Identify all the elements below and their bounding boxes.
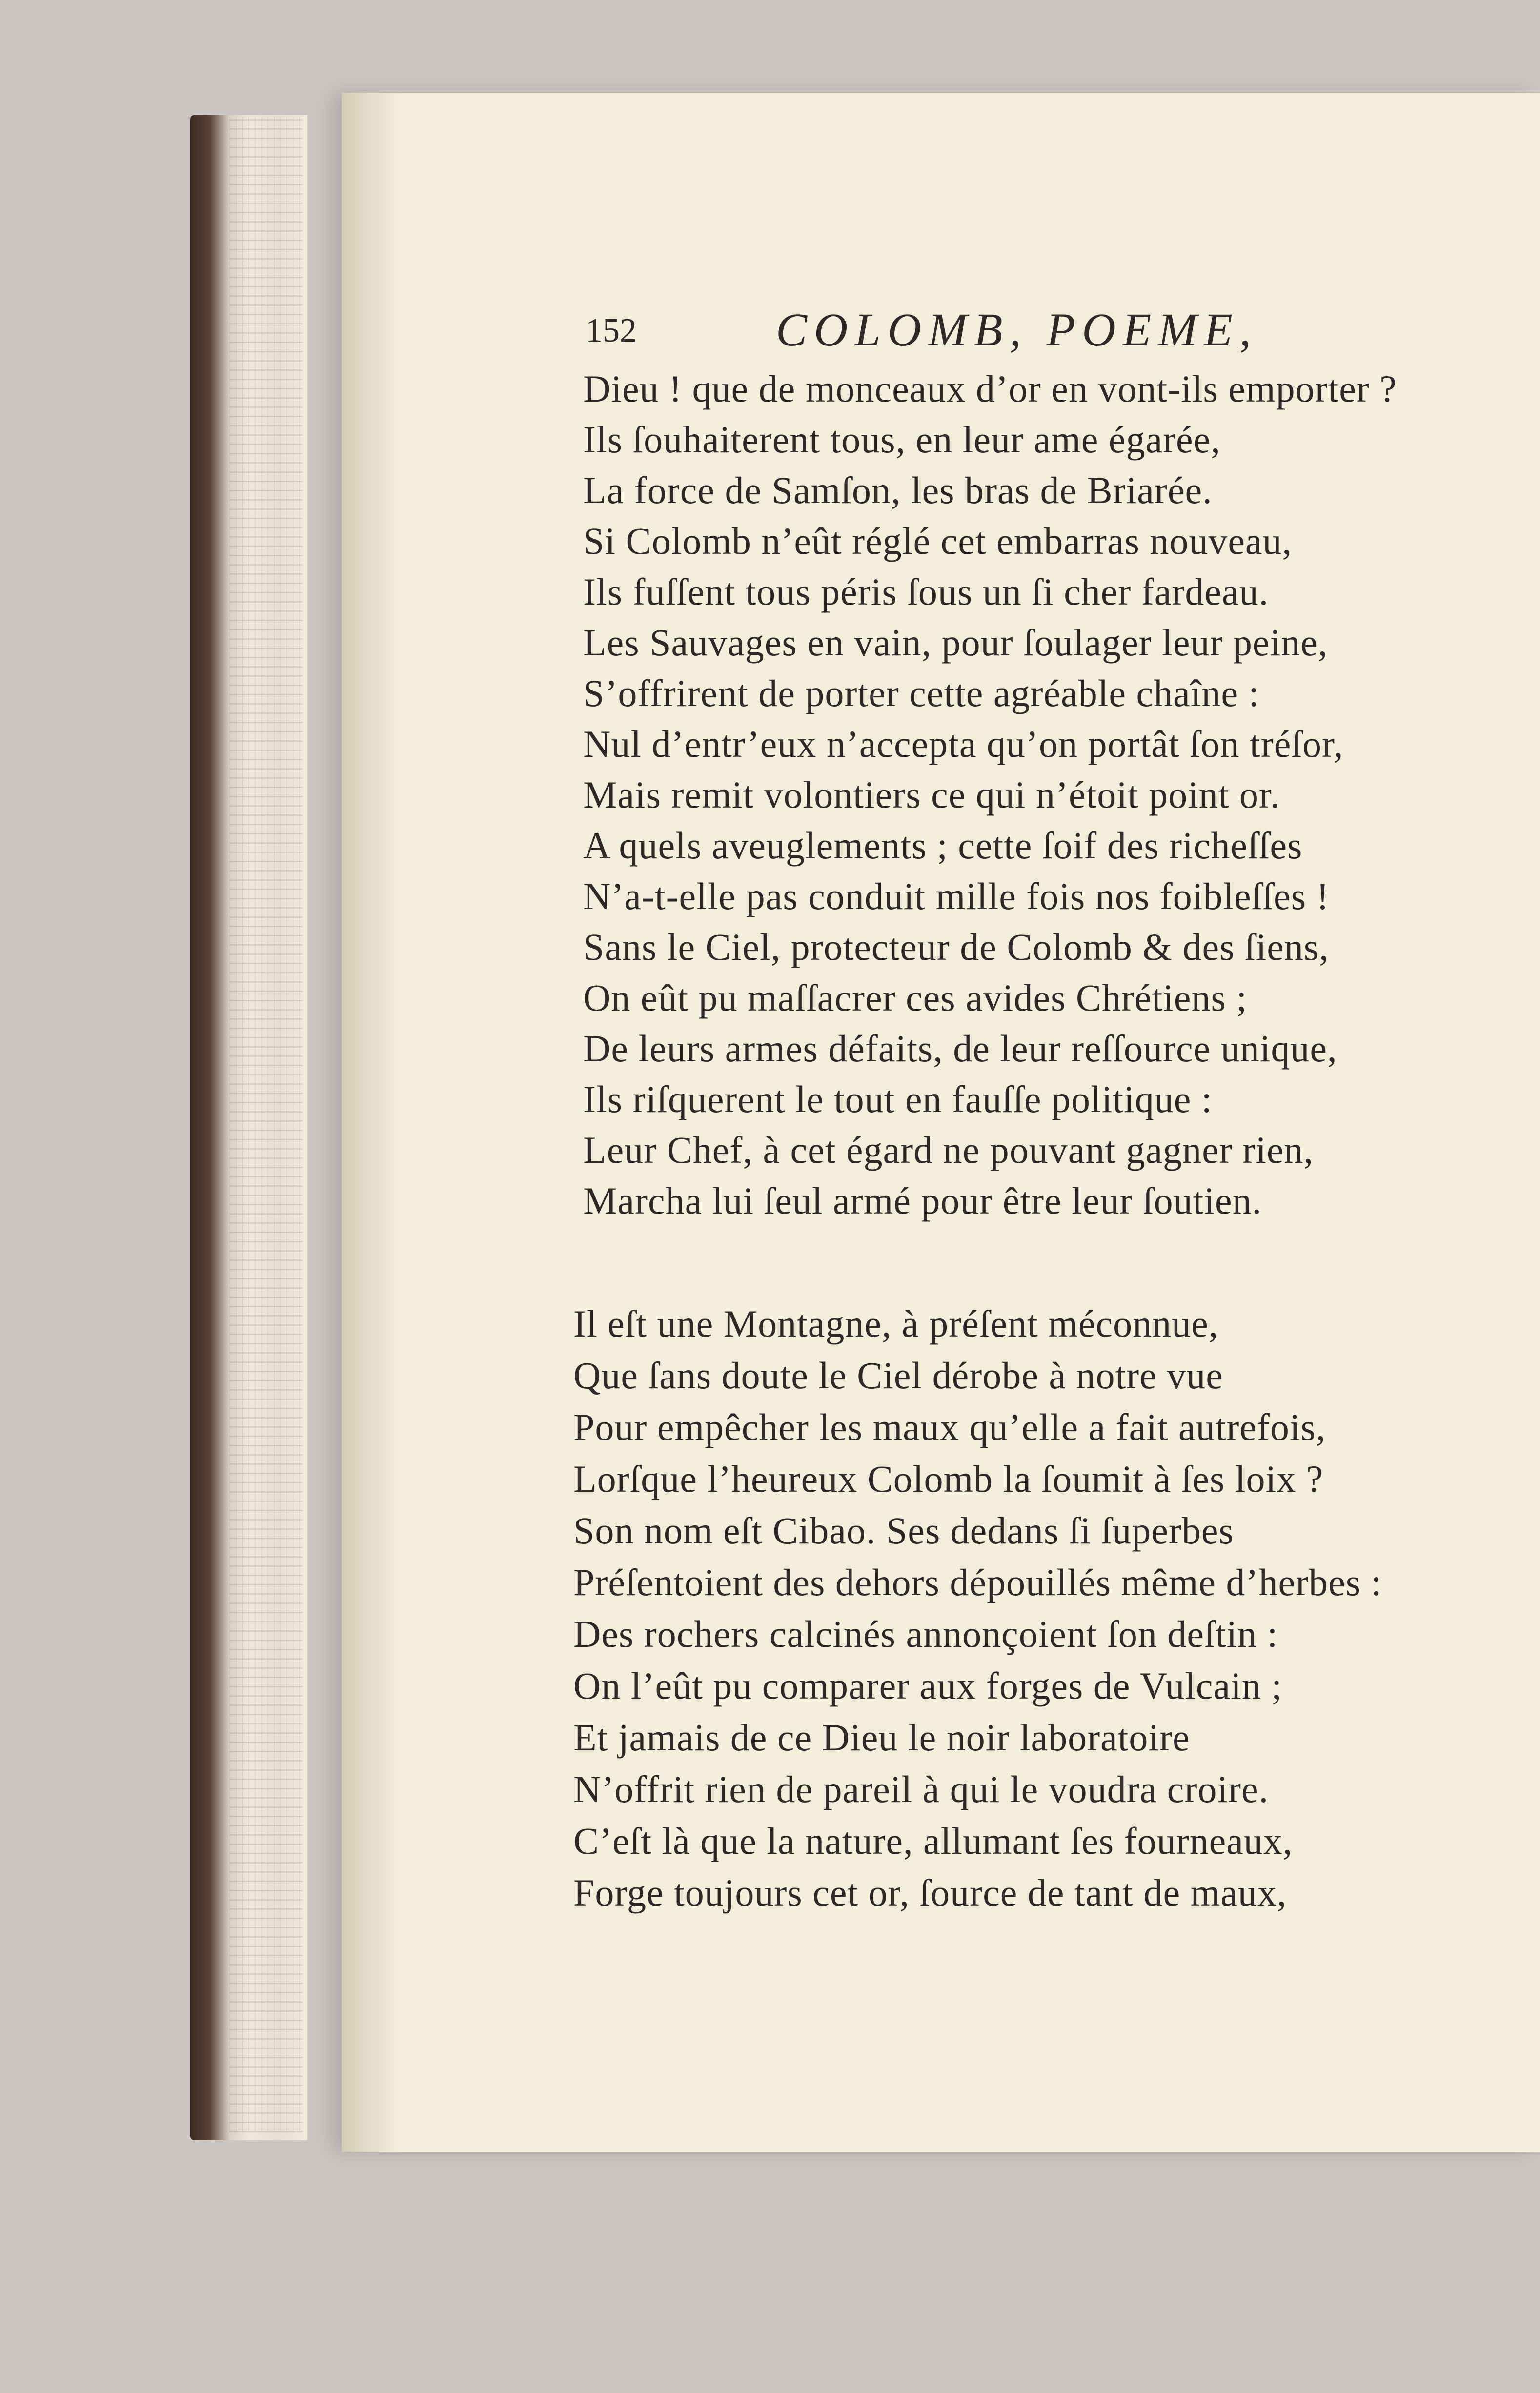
verse-line: On eût pu maſſacrer ces avides Chrétiens ; (583, 976, 1248, 1019)
verse-line: Marcha lui ſeul armé pour être leur ſoutien. (583, 1179, 1262, 1222)
verse-line: Que ſans doute le Ciel dérobe à notre vue (573, 1354, 1223, 1397)
verse-line: A quels aveuglements ; cette ſoif des richeſſes (583, 824, 1303, 867)
verse-line: Forge toujours cet or, ſource de tant de maux, (573, 1871, 1287, 1914)
verse-line: Mais remit volontiers ce qui n’étoit point or. (583, 773, 1280, 816)
verse-line: Des rochers calcinés annonçoient ſon deſtin : (573, 1613, 1278, 1655)
verse-line: On l’eût pu comparer aux forges de Vulcain ; (573, 1664, 1282, 1707)
verse-line: La force de Samſon, les bras de Briarée. (583, 469, 1213, 511)
page-number: 152 (586, 312, 637, 349)
verse-line: De leurs armes défaits, de leur reſſource unique, (583, 1027, 1337, 1070)
verse-line: Ils ſouhaiterent tous, en leur ame égarée, (583, 418, 1221, 461)
verse-line: Ils riſquerent le tout en fauſſe politique : (583, 1078, 1213, 1120)
page-header (586, 303, 1488, 366)
verse-line: S’offrirent de porter cette agréable chaîne : (583, 672, 1260, 714)
verse-line: Nul d’entr’eux n’accepta qu’on portât ſon tréſor, (583, 723, 1344, 765)
verse-line: Dieu ! que de monceaux d’or en vont-ils emporter ? (583, 367, 1397, 410)
verse-line: N’offrit rien de pareil à qui le voudra croire. (573, 1768, 1269, 1810)
verse-line: Lorſque l’heureux Colomb la ſoumit à ſes loix ? (573, 1458, 1324, 1500)
verse-line: Il eſt une Montagne, à préſent méconnue, (573, 1302, 1219, 1345)
verse-line: C’eſt là que la nature, allumant ſes fourneaux, (573, 1820, 1293, 1862)
verse-line: Si Colomb n’eût réglé cet embarras nouveau, (583, 520, 1293, 562)
verse-line: Leur Chef, à cet égard ne pouvant gagner rien, (583, 1129, 1314, 1171)
verse-line: Préſentoient des dehors dépouillés même d’herbes : (573, 1561, 1382, 1603)
verse-line: N’a-t-elle pas conduit mille fois nos foibleſſes ! (583, 875, 1330, 917)
gutter-shadow (342, 93, 400, 2152)
verse-line: Son nom eſt Cibao. Ses dedans ſi ſuperbes (573, 1509, 1234, 1552)
verse-line: Les Sauvages en vain, pour ſoulager leur peine, (583, 621, 1328, 664)
marbled-page-edges (229, 117, 303, 2132)
verse-line: Pour empêcher les maux qu’elle a fait autrefois, (573, 1406, 1326, 1448)
verse-line: Ils fuſſent tous péris ſous un ſi cher fardeau. (583, 570, 1269, 613)
verse-line: Sans le Ciel, protecteur de Colomb & des ſiens, (583, 926, 1329, 968)
running-head: COLOMB, POEME, (776, 304, 1258, 356)
verse-line: Et jamais de ce Dieu le noir laboratoire (573, 1716, 1190, 1759)
